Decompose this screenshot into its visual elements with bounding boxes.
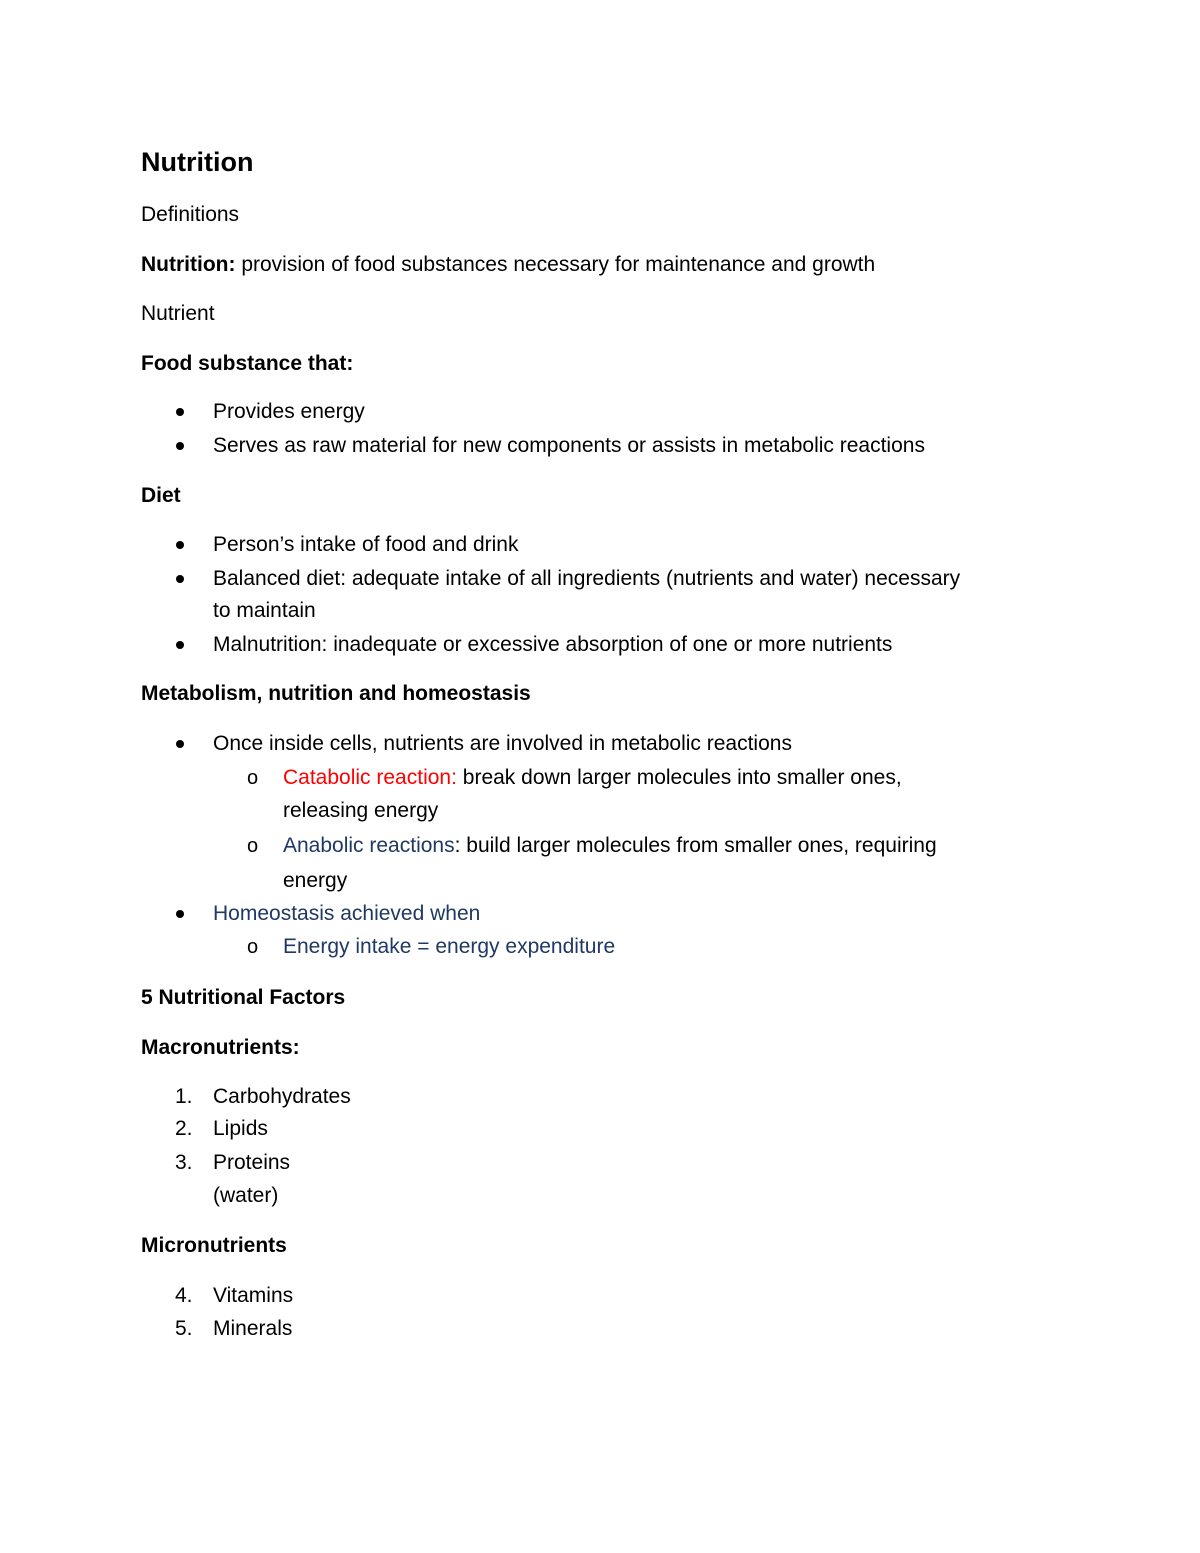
anabolic-continuation: energy (283, 869, 348, 892)
list-item: Once inside cells, nutrients are involved in metabolic reactions (213, 732, 792, 755)
bullet-icon (176, 442, 184, 450)
bullet-icon (176, 740, 184, 748)
macronutrients-heading: Macronutrients: (141, 1036, 300, 1059)
nutrition-text: provision of food substances necessary for maintenance and growth (235, 253, 876, 276)
anabolic-text: : build larger molecules from smaller ones, requiring (454, 834, 937, 857)
list-item: Malnutrition: inadequate or excessive absorption of one or more nutrients (213, 633, 893, 656)
bullet-icon (176, 910, 184, 918)
catabolic-text: break down larger molecules into smaller ones, (456, 766, 902, 789)
list-item-continuation: to maintain (213, 599, 316, 622)
list-item: Balanced diet: adequate intake of all ingredients (nutrients and water) necessary (213, 567, 961, 590)
list-number: 2. (175, 1117, 193, 1140)
food-substance-heading: Food substance that: (141, 352, 354, 375)
bullet-icon (176, 541, 184, 549)
list-item: Person’s intake of food and drink (213, 533, 519, 556)
list-item: Vitamins (213, 1284, 294, 1307)
anabolic-term: Anabolic reactions (283, 834, 455, 857)
water-note: (water) (213, 1184, 279, 1207)
list-item: Lipids (213, 1117, 268, 1140)
nutrient-heading: Nutrient (141, 302, 215, 325)
nutrition-term: Nutrition: (141, 253, 236, 276)
list-number: 3. (175, 1151, 193, 1174)
list-number: 5. (175, 1317, 193, 1340)
circle-bullet-icon: o (247, 767, 259, 789)
catabolic-term: Catabolic reaction: (283, 766, 457, 789)
micronutrients-heading: Micronutrients (141, 1234, 287, 1257)
anabolic-item (283, 833, 937, 859)
list-number: 1. (175, 1085, 193, 1108)
page-title: Nutrition (141, 147, 254, 177)
bullet-icon (176, 641, 184, 649)
list-item: Minerals (213, 1317, 293, 1340)
catabolic-continuation: releasing energy (283, 799, 439, 822)
list-item: Serves as raw material for new components or assists in metabolic reactions (213, 434, 925, 457)
homeostasis-item: Homeostasis achieved when (213, 902, 481, 925)
circle-bullet-icon: o (247, 936, 259, 958)
diet-heading: Diet (141, 484, 181, 507)
bullet-icon (176, 408, 184, 416)
list-number: 4. (175, 1284, 193, 1307)
list-item: Proteins (213, 1151, 291, 1174)
circle-bullet-icon: o (247, 835, 259, 857)
list-item: Provides energy (213, 400, 365, 423)
nutrition-definition (141, 252, 875, 278)
metabolism-heading: Metabolism, nutrition and homeostasis (141, 682, 531, 705)
list-item: Carbohydrates (213, 1085, 351, 1108)
energy-equation: Energy intake = energy expenditure (283, 935, 616, 958)
catabolic-item (283, 765, 902, 791)
bullet-icon (176, 575, 184, 583)
factors-heading: 5 Nutritional Factors (141, 986, 346, 1009)
definitions-heading: Definitions (141, 203, 240, 226)
